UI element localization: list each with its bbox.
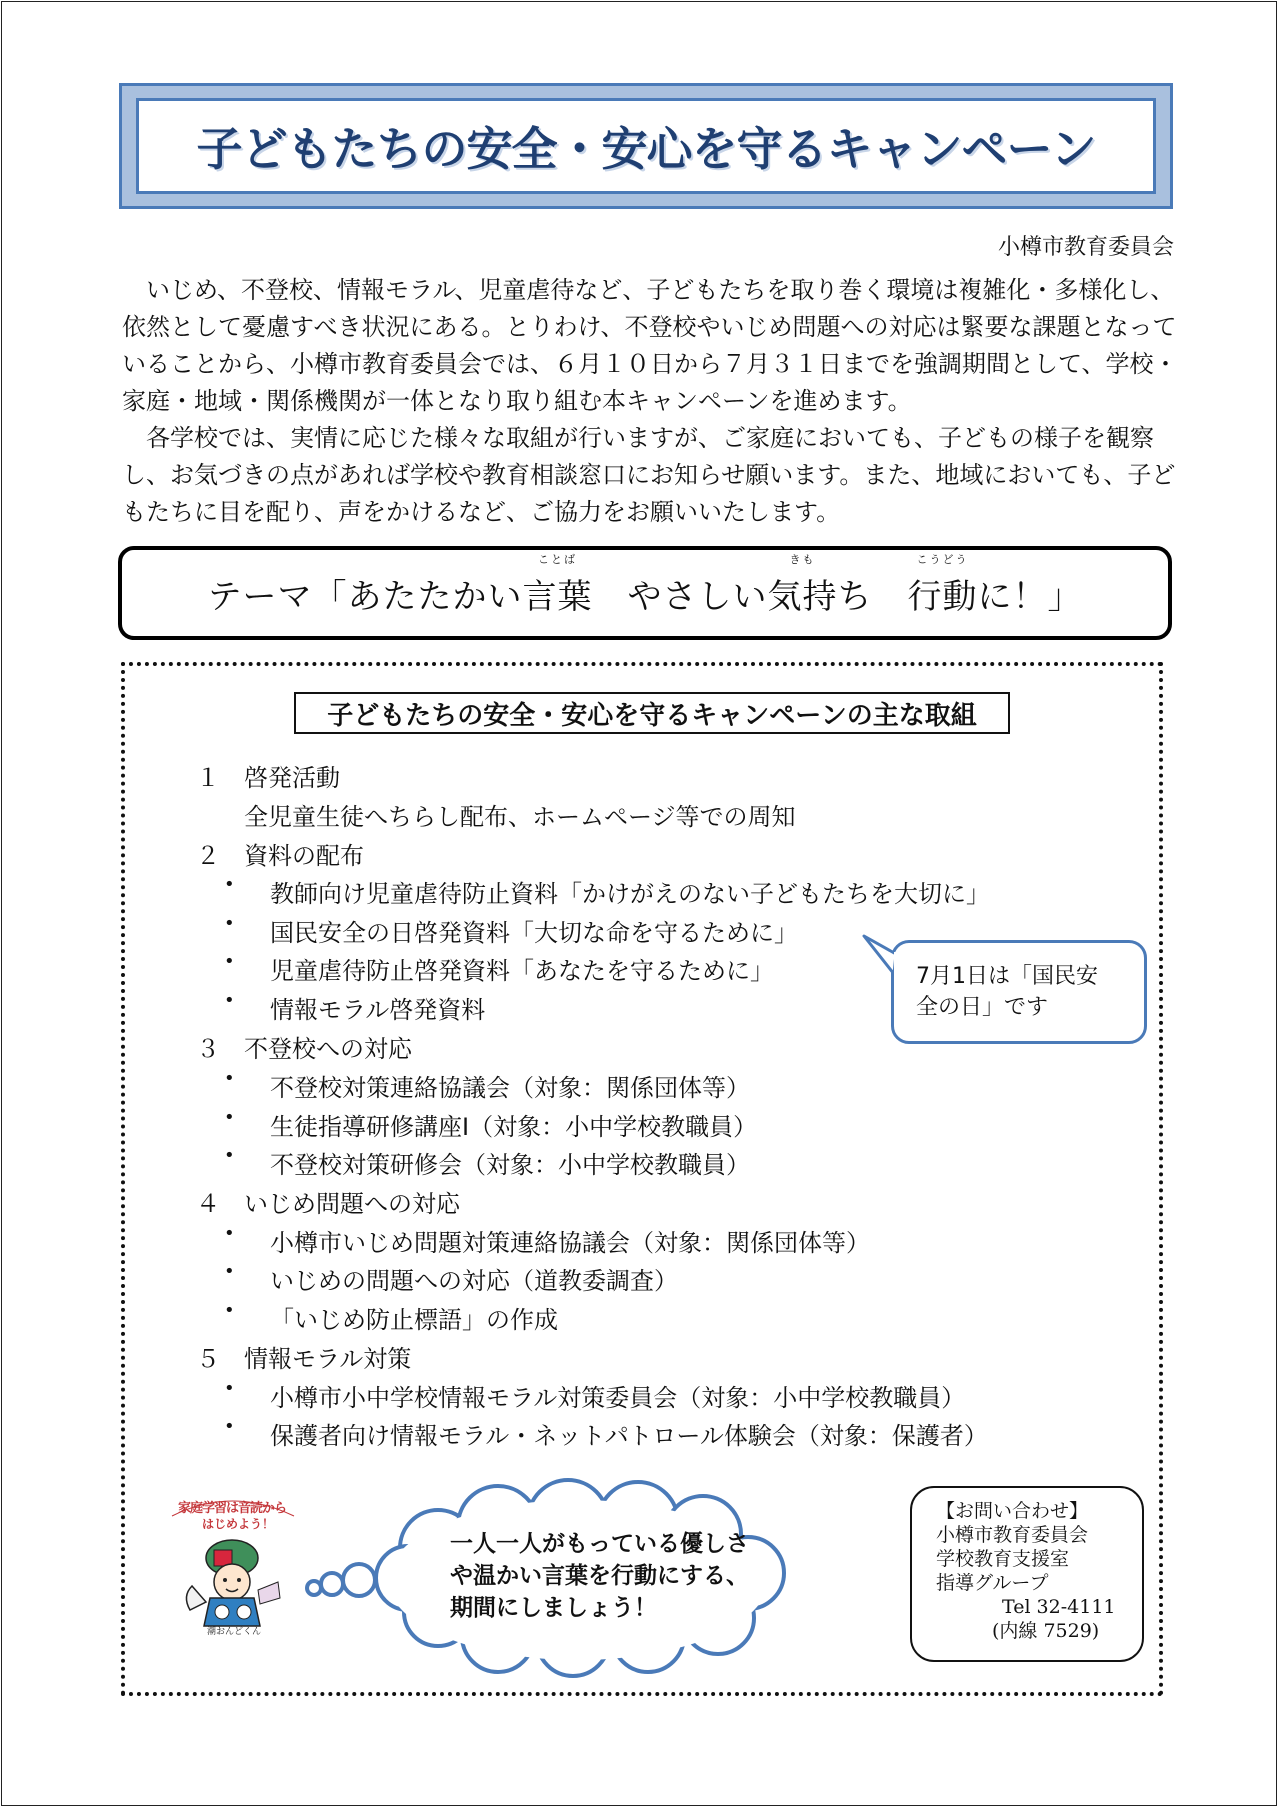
bullet-dot-icon: • [224, 1300, 235, 1321]
item-number: ４ [196, 1190, 220, 1218]
item-heading: 情報モラル対策 [244, 1345, 412, 1373]
bullet-dot-icon: • [224, 1261, 235, 1282]
bullet-text: 教師向け児童虐待防止資料「かけがえのない子どもたちを大切に」 [270, 880, 990, 908]
callout-line-2: 全の日」です [916, 995, 1049, 1020]
section-title: 子どもたちの安全・安心を守るキャンペーンの主な取組 [294, 692, 1010, 734]
item-number: １ [196, 764, 220, 792]
item-heading: 不登校への対応 [244, 1035, 412, 1063]
bullet-text: 保護者向け情報モラル・ネットパトロール体験会（対象：保護者） [270, 1422, 988, 1450]
theme-mid-2: ち [837, 576, 908, 617]
bullet-dot-icon: • [224, 1145, 235, 1166]
mascot-name: 潮おんどくん [206, 1627, 262, 1636]
item-number: ５ [196, 1345, 220, 1373]
theme-word-kimochi-base: 気持 [767, 576, 838, 617]
bullet-dot-icon: • [224, 1416, 235, 1437]
bullet-text: 国民安全の日啓発資料「大切な命を守るために」 [270, 919, 798, 947]
theme-word-koudou-base: 行動 [907, 576, 978, 617]
contact-dept: 学校教育支援室 [936, 1548, 1070, 1570]
intro-paragraph-2: 各学校では、実情に応じた様々な取組が行いますが、ご家庭においても、子どもの様子を観察し、お気づきの点があれば学校や教育相談窓口にお知らせ願います。また、地域においても、子どもたちに目を配り、声をかけるなど、ご協力をお願いいたします。 [122, 424, 1176, 526]
contact-org: 小樽市教育委員会 [936, 1524, 1089, 1546]
contact-heading: 【お問い合わせ】 [936, 1500, 1089, 1522]
cloud-line-1: 一人一人がもっている優しさ [450, 1531, 749, 1557]
mascot-banner-text: 家庭学習は音読から [177, 1501, 287, 1516]
cloud-line-2: や温かい言葉を行動にする、 [450, 1563, 749, 1589]
contact-tel: Tel 32-4111 [1002, 1596, 1116, 1618]
bullet-text: 生徒指導研修講座Ⅰ（対象：小中学校教職員） [270, 1113, 758, 1141]
bullet-dot-icon: • [224, 990, 235, 1011]
intro-text [122, 272, 1180, 531]
bullet-text: 情報モラル啓発資料 [270, 996, 486, 1024]
item-description: 全児童生徒へちらし配布、ホームページ等での周知 [244, 803, 796, 831]
theme-ruby-kimochi: きも [789, 552, 816, 566]
cloud-line-3: 期間にしましょう！ [450, 1595, 657, 1621]
callout-bubble [891, 940, 1147, 1044]
theme-suffix: に！」 [977, 576, 1083, 617]
contact-group: 指導グループ [936, 1572, 1049, 1594]
bullet-dot-icon: • [224, 1223, 235, 1244]
theme-word-kimochi [767, 552, 838, 618]
mascot-image [162, 1486, 302, 1636]
intro-paragraph-1: いじめ、不登校、情報モラル、児童虐待など、子どもたちを取り巻く環境は複雑化・多様化し、依然として憂慮すべき状況にある。とりわけ、不登校やいじめ問題への対応は緊要な課題となっていることから、小樽市教育委員会では、６月１０日から７月３１日までを強調期間として、学校・家庭・地域・関係機関が一体となり取り組む本キャンペーンを進めます。 [122, 276, 1178, 415]
bullet-dot-icon: • [224, 874, 235, 895]
theme-ruby-kotoba: ことば [538, 552, 577, 566]
bullet-dot-icon: • [224, 1107, 235, 1128]
theme-word-koudou [907, 552, 978, 618]
bullet-text: 小樽市小中学校情報モラル対策委員会（対象：小中学校教職員） [270, 1384, 966, 1412]
theme-ruby-koudou: こうどう [916, 552, 969, 566]
item-number: ２ [196, 842, 220, 870]
bullet-dot-icon: • [224, 1378, 235, 1399]
organization-name: 小樽市教育委員会 [997, 235, 1174, 260]
item-heading: 啓発活動 [244, 764, 340, 792]
bullet-text: 不登校対策連絡協議会（対象：関係団体等） [270, 1074, 750, 1102]
bullet-text: 児童虐待防止啓発資料「あなたを守るために」 [270, 957, 774, 985]
theme-word-kotoba [522, 552, 593, 618]
title-banner [119, 83, 1173, 209]
bullet-dot-icon: • [224, 913, 235, 934]
bullet-dot-icon: • [224, 951, 235, 972]
title-inner-frame [136, 98, 1156, 194]
bullet-text: 小樽市いじめ問題対策連絡協議会（対象：関係団体等） [270, 1229, 870, 1257]
theme-word-kotoba-base: 言葉 [522, 576, 593, 617]
theme-box [118, 546, 1172, 640]
bullet-dot-icon: • [224, 1068, 235, 1089]
theme-mid-1: やさしい [592, 576, 768, 617]
callout-line-1: 7月1日は「国民安 [916, 964, 1098, 989]
page-title: 子どもたちの安全・安心を守るキャンペーン [196, 122, 1096, 176]
item-heading: 資料の配布 [244, 842, 364, 870]
callout-tail-icon [860, 930, 910, 980]
contact-box [910, 1486, 1144, 1662]
mascot-banner-text-2: はじめよう！ [201, 1517, 275, 1531]
contact-extension: (内線 7529) [992, 1620, 1100, 1642]
cloud-message [450, 1528, 749, 1624]
theme-text [207, 552, 1083, 618]
bullet-text: 不登校対策研修会（対象：小中学校教職員） [270, 1151, 750, 1179]
bullet-text: 「いじめ防止標語」の作成 [270, 1306, 558, 1334]
item-heading: いじめ問題への対応 [244, 1190, 460, 1218]
bullet-text: いじめの問題への対応（道教委調査） [270, 1267, 678, 1295]
theme-prefix: テーマ「あたたかい [207, 576, 523, 617]
item-number: ３ [196, 1035, 220, 1063]
